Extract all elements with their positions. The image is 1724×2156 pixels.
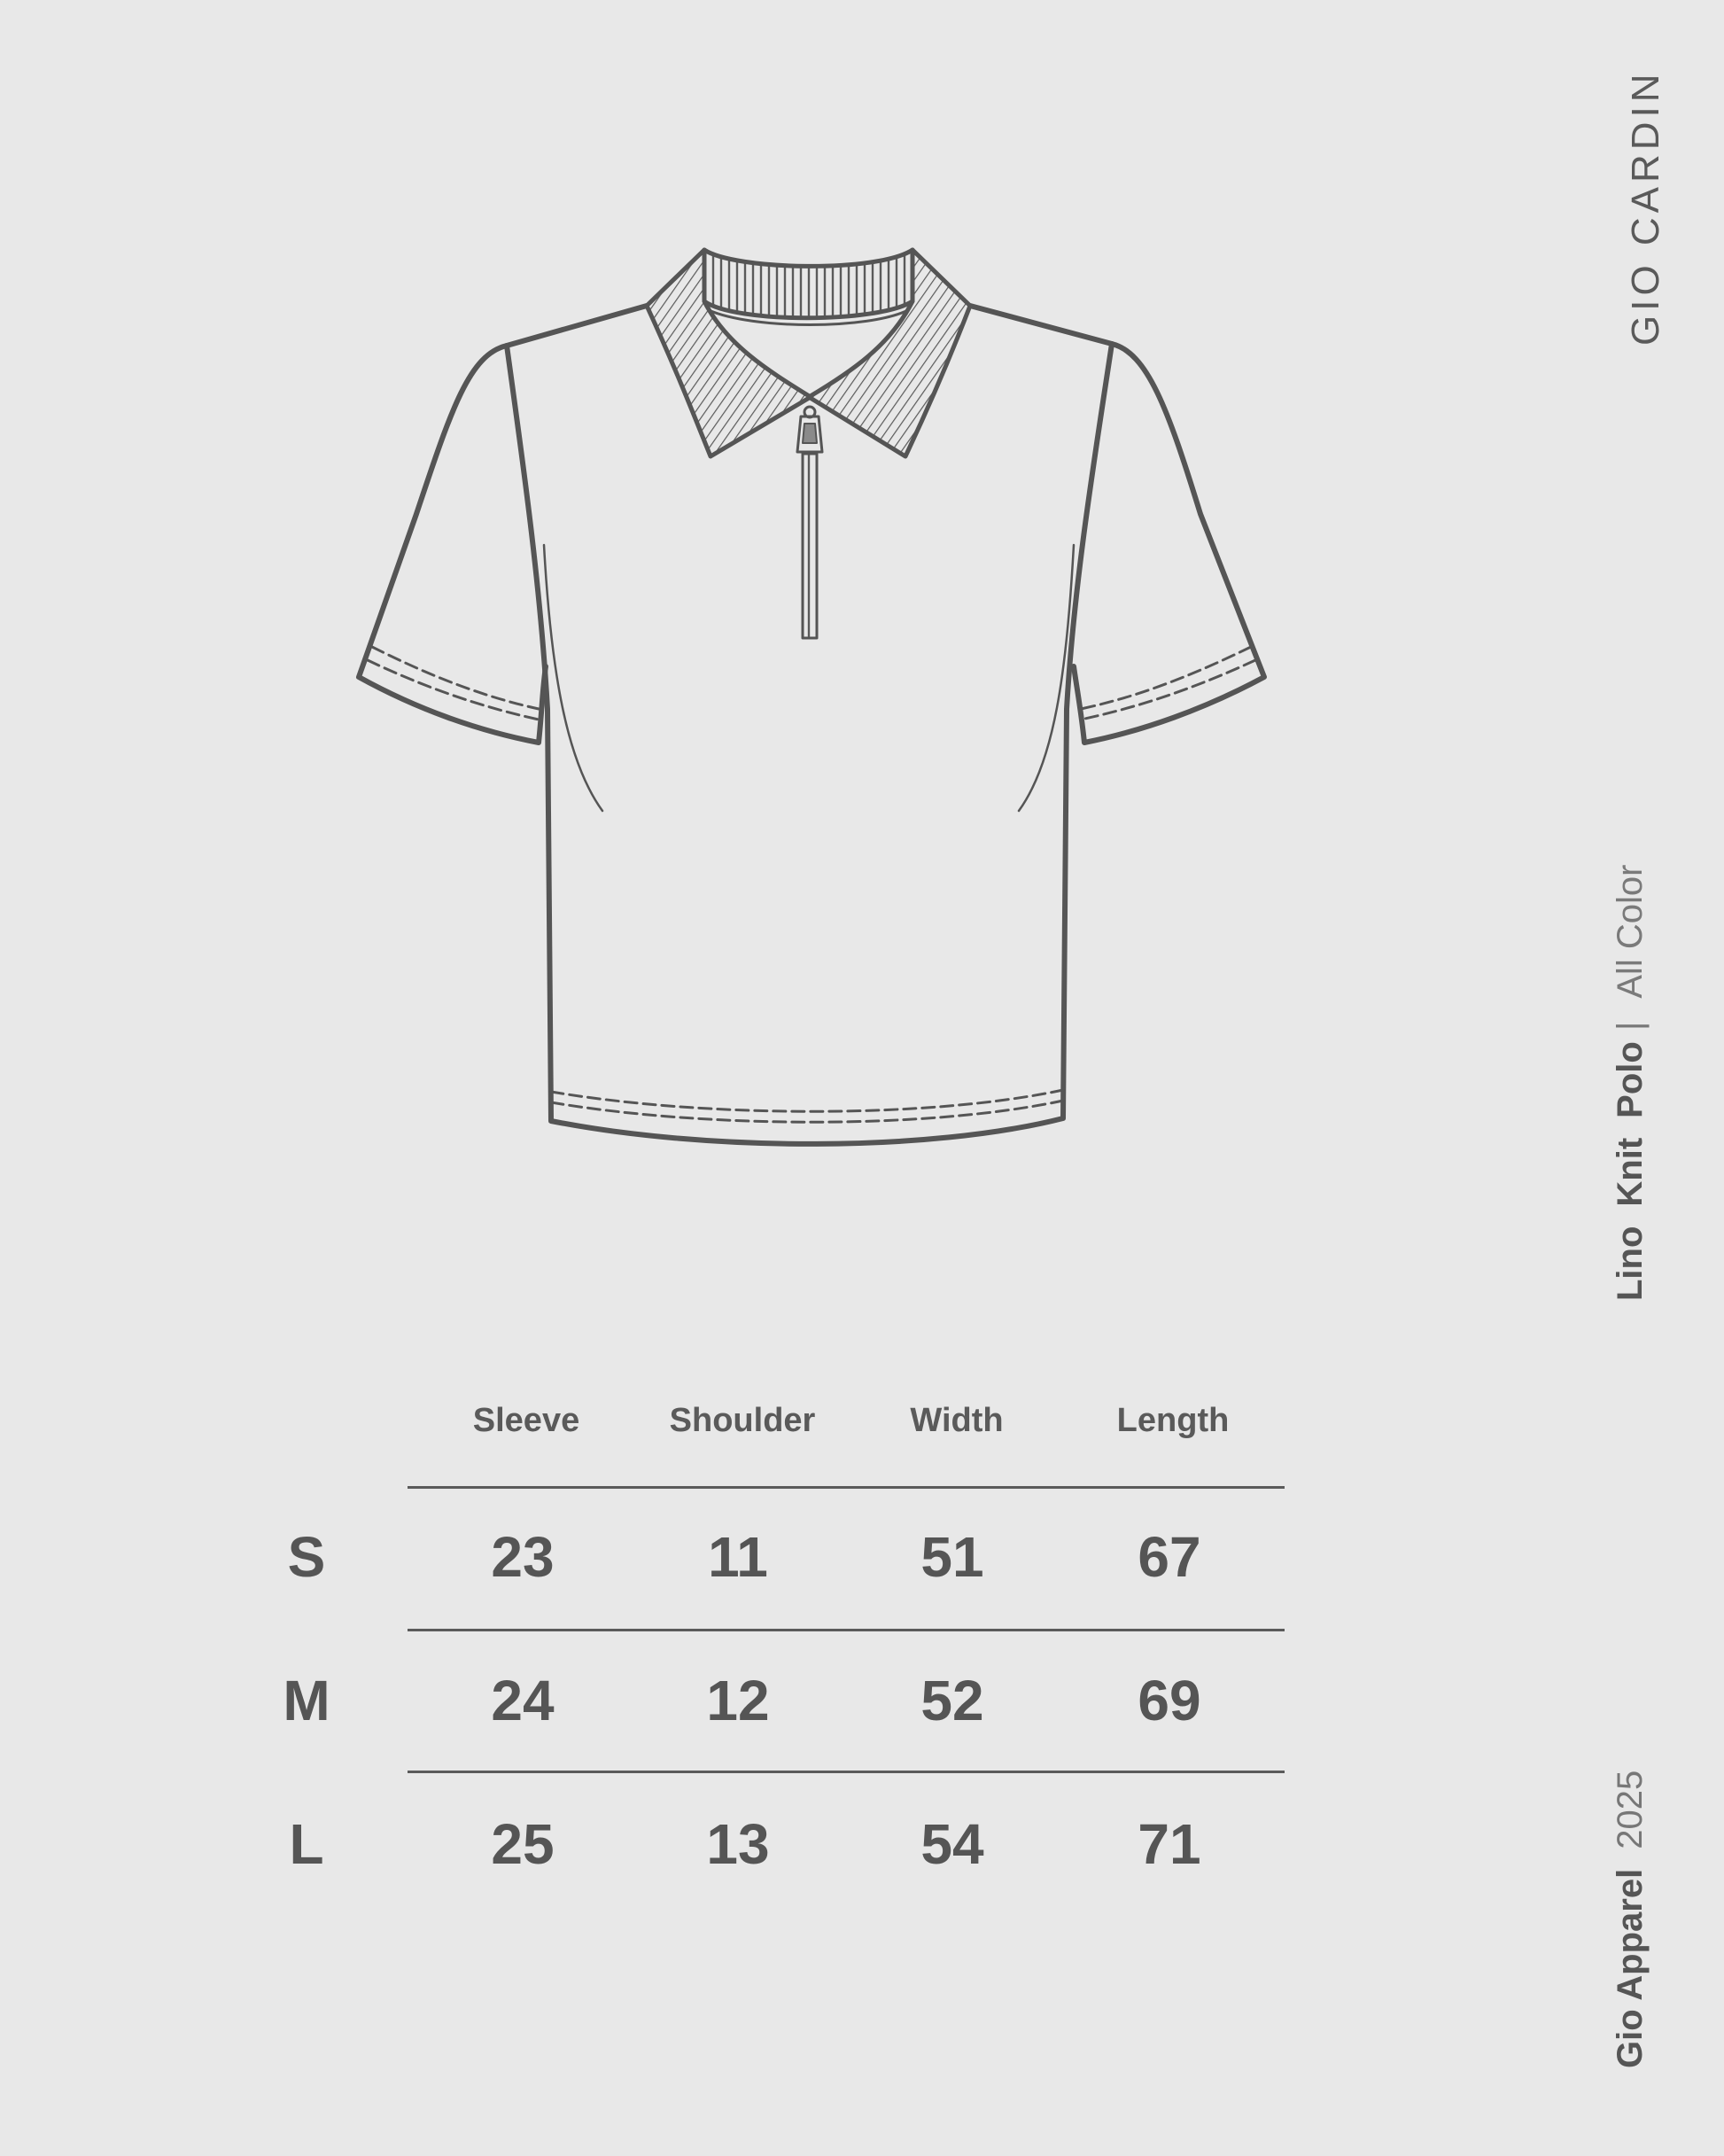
table-cell: 69: [1138, 1669, 1201, 1732]
table-cell: 11: [708, 1525, 768, 1589]
brand-name: GIO CARDIN: [1624, 69, 1667, 346]
product-color: All Color: [1611, 864, 1650, 999]
column-header: Length: [1116, 1402, 1230, 1439]
column-header: Width: [910, 1402, 1004, 1439]
table-cell: 67: [1138, 1525, 1201, 1589]
table-cell: 23: [491, 1525, 555, 1589]
table-divider: [408, 1771, 1285, 1773]
product-name-word: Polo: [1611, 1041, 1650, 1118]
column-header: Shoulder: [669, 1402, 816, 1439]
product-name-word: Knit: [1611, 1137, 1650, 1207]
table-divider: [408, 1486, 1285, 1489]
table-cell: 12: [706, 1669, 770, 1732]
size-label: L: [289, 1812, 324, 1876]
company-name: Gio Apparel: [1611, 1868, 1650, 2068]
product-separator: |: [1611, 1021, 1650, 1031]
table-cell: 54: [920, 1812, 984, 1876]
table-cell: 24: [491, 1669, 555, 1732]
size-label: S: [287, 1525, 326, 1589]
product-name-word: Lino: [1611, 1226, 1650, 1301]
table-divider: [408, 1629, 1285, 1631]
size-label: M: [283, 1669, 330, 1732]
column-header: Sleeve: [472, 1402, 580, 1439]
table-cell: 52: [920, 1669, 984, 1732]
table-cell: 71: [1138, 1812, 1201, 1876]
table-cell: 25: [491, 1812, 555, 1876]
table-cell: 13: [706, 1812, 770, 1876]
table-cell: 51: [920, 1525, 984, 1589]
year: 2025: [1611, 1770, 1650, 1849]
